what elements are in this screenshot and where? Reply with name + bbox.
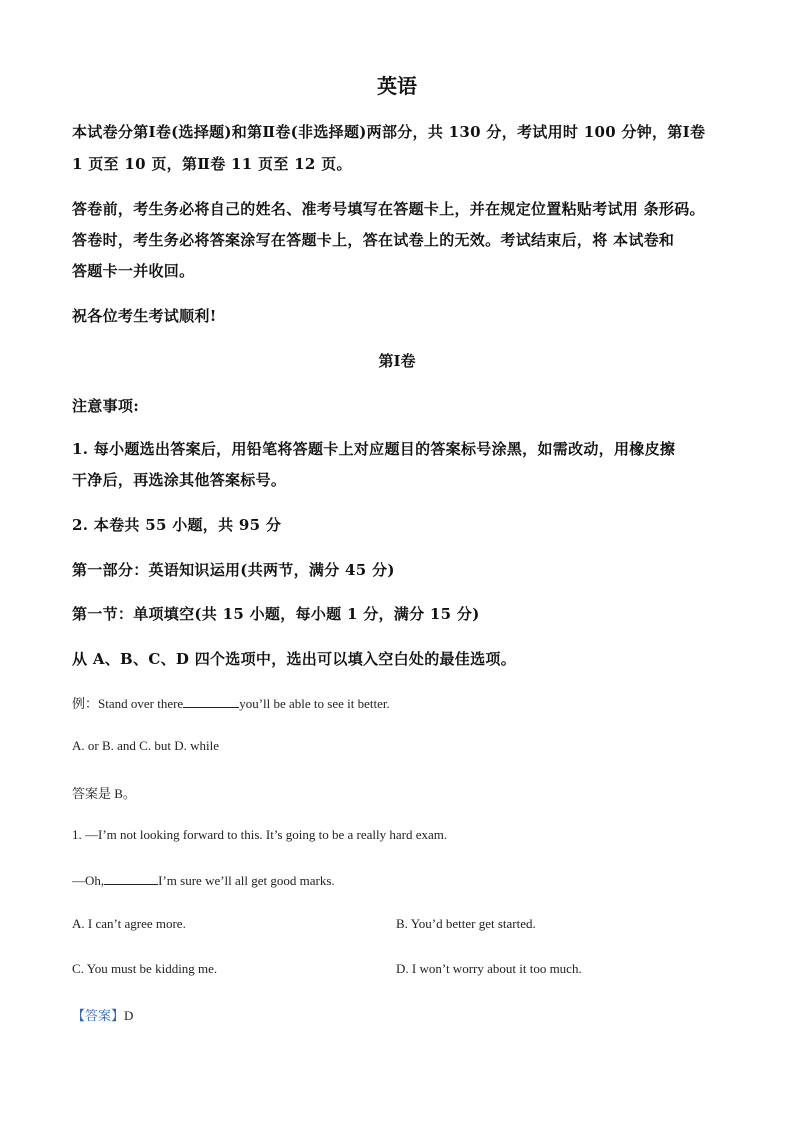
section-1-heading: 第一节：单项填空(共 15 小题，每小题 1 分，满分 15 分)	[72, 605, 480, 623]
option-a: A. I can’t agree more.	[72, 916, 186, 931]
instructions-line-2: 答卷时，考生务必将答案涂写在答题卡上，答在试卷上的无效。考试结束后，将 本试卷和	[72, 231, 675, 249]
question-1-suffix: I’m sure we’ll all get good marks.	[158, 873, 335, 888]
notes-item-2: 2. 本卷共 55 小题，共 95 分	[72, 516, 282, 534]
answer-blank	[183, 695, 239, 708]
example-options: A. or B. and C. but D. while	[72, 738, 219, 753]
section-title: 第Ⅰ卷	[378, 352, 416, 370]
answer-value: D	[124, 1008, 134, 1023]
intro-line-2: 1 页至 10 页，第Ⅱ卷 11 页至 12 页。	[72, 155, 352, 173]
instructions-line-1: 答卷前，考生务必将自己的姓名、准考号填写在答题卡上，并在规定位置粘贴考试用 条形码。	[72, 200, 705, 218]
example-answer: 答案是 B。	[72, 786, 136, 801]
notes-heading: 注意事项:	[72, 397, 140, 415]
option-c: C. You must be kidding me.	[72, 961, 218, 976]
option-b: B. You’d better get started.	[396, 916, 536, 931]
question-1-line-2	[72, 872, 335, 889]
notes-item-1-line-2: 干净后，再选涂其他答案标号。	[72, 471, 287, 489]
part-1-heading: 第一部分：英语知识运用(共两节，满分 45 分)	[72, 561, 395, 579]
answer-blank	[104, 872, 158, 885]
directions-text: 从 A、B、C、D 四个选项中，选出可以填入空白处的最佳选项。	[72, 650, 517, 668]
example-question	[72, 693, 390, 712]
wish-text: 祝各位考生考试顺利!	[72, 307, 217, 325]
example-suffix: you’ll be able to see it better.	[239, 696, 390, 711]
notes-item-1-line-1: 1. 每小题选出答案后，用铅笔将答题卡上对应题目的答案标号涂黑，如需改动，用橡皮擦	[72, 440, 676, 458]
answer-tag: 【答案】	[72, 1008, 125, 1023]
page-title: 英语	[377, 74, 417, 98]
option-d: D. I won’t worry about it too much.	[396, 961, 582, 976]
intro-line-1: 本试卷分第Ⅰ卷(选择题)和第Ⅱ卷(非选择题)两部分，共 130 分，考试用时 100 分钟，第Ⅰ卷	[72, 123, 706, 141]
example-prefix: 例：Stand over there	[72, 696, 184, 711]
question-1-line-1: 1. —I’m not looking forward to this. It’s going to be a really hard exam.	[72, 827, 448, 842]
instructions-line-3: 答题卡一并收回。	[72, 262, 195, 280]
question-1-answer	[72, 1005, 133, 1024]
question-1-prefix: —Oh,	[72, 873, 105, 888]
